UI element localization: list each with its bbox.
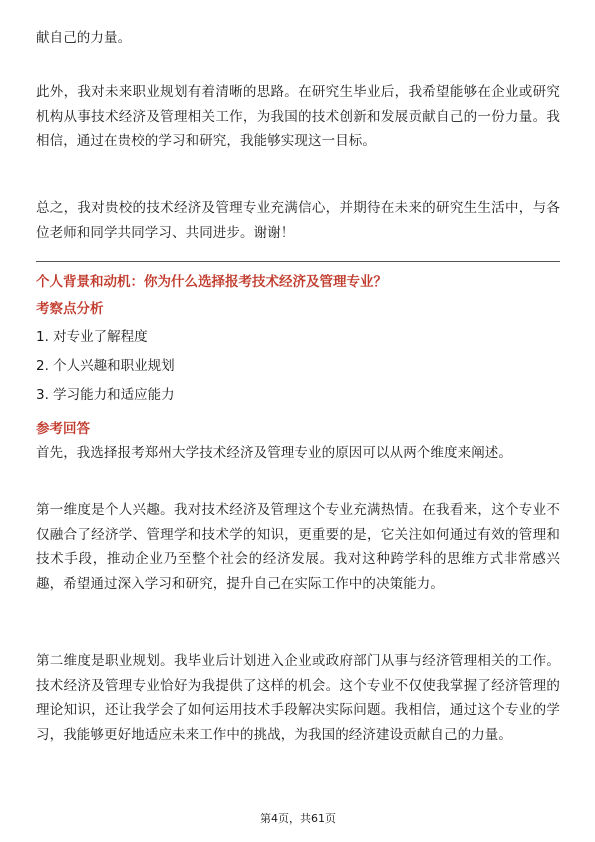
paragraph-career-plan: 此外，我对未来职业规划有着清晰的思路。在研究生毕业后，我希望能够在企业或研究机构从事技术经济及管理相关工作，为我国的技术创新和发展贡献自己的一份力量。我相信，通过在贵校的学习和研究，我能够实现这一目标。 (36, 84, 560, 149)
analysis-point: 1. 对专业了解程度 (36, 329, 148, 345)
question-title: 个人背景和动机：你为什么选择报考技术经济及管理专业？ (36, 274, 387, 290)
answer-paragraph-intro: 首先，我选择报考郑州大学技术经济及管理专业的原因可以从两个维度来阐述。 (36, 445, 512, 461)
paragraph-conclusion: 总之，我对贵校的技术经济及管理专业充满信心，并期待在未来的研究生生活中，与各位老师和同学共同学习、共同进步。谢谢！ (36, 200, 560, 241)
analysis-point: 3. 学习能力和适应能力 (36, 387, 175, 403)
section-divider (36, 261, 560, 262)
page-number: 第4页，共61页 (260, 812, 336, 825)
analysis-heading: 考察点分析 (36, 301, 104, 317)
answer-heading: 参考回答 (36, 421, 90, 437)
document-page (36, 0, 560, 842)
answer-paragraph-interest: 第一维度是个人兴趣。我对技术经济及管理这个专业充满热情。在我看来，这个专业不仅融合了经济学、管理学和技术学的知识，更重要的是，它关注如何通过有效的管理和技术手段，推动企业乃至整个社会的经济发展。我对这种跨学科的思维方式非常感兴趣，希望通过深入学习和研究，提升自己在实际工作中的决策能力。 (36, 502, 560, 592)
analysis-point: 2. 个人兴趣和职业规划 (36, 358, 175, 374)
answer-paragraph-career: 第二维度是职业规划。我毕业后计划进入企业或政府部门从事与经济管理相关的工作。技术经济及管理专业恰好为我提供了这样的机会。这个专业不仅使我掌握了经济管理的理论知识，还让我学会了如何运用技术手段解决实际问题。我相信，通过这个专业的学习，我能够更好地适应未来工作中的挑战，为我国的经济建设贡献自己的力量。 (36, 653, 560, 743)
paragraph-continuation: 献自己的力量。 (36, 30, 132, 46)
